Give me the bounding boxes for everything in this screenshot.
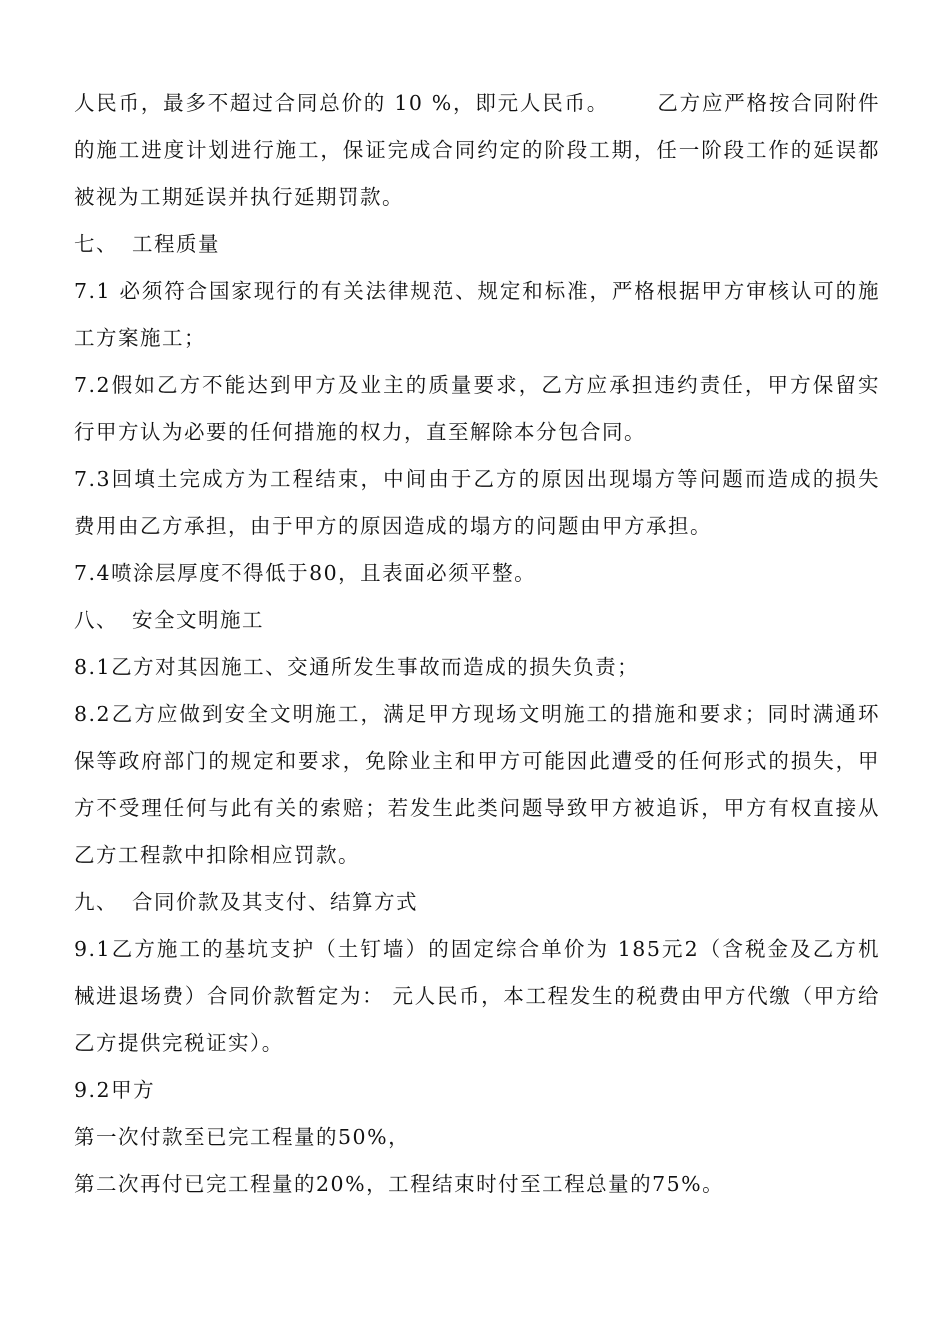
clause-8-2: 8.2乙方应做到安全文明施工，满足甲方现场文明施工的措施和要求；同时满通环保等政府部门的规定和要求，免除业主和甲方可能因此遭受的任何形式的损失，甲方不受理任何与此有关的索赔；若发生此类问题导致甲方被追诉，甲方有权直接从乙方工程款中扣除相应罚款。: [74, 702, 880, 867]
clause-7-3: 7.3回填土完成方为工程结束，中间由于乙方的原因出现塌方等问题而造成的损失费用由乙方承担，由于甲方的原因造成的塌方的问题由甲方承担。: [74, 467, 880, 538]
section-heading-9: [74, 879, 880, 926]
payment-second-installment: 第二次再付已完工程量的20%，工程结束时付至工程总量的75%。: [74, 1172, 725, 1196]
section-title: 安全文明施工: [132, 608, 264, 632]
section-title: 工程质量: [132, 232, 220, 256]
clause-9-1: 9.1乙方施工的基坑支护（土钉墙）的固定综合单价为 185元2（含税金及乙方机械进退场费）合同价款暂定为： 元人民币，本工程发生的税费由甲方代缴（甲方给乙方提供完税证实）。: [74, 937, 880, 1055]
section-number: 八、: [74, 608, 118, 632]
section-heading-7: [74, 221, 880, 268]
section-heading-8: [74, 597, 880, 644]
clause-7-2: 7.2假如乙方不能达到甲方及业主的质量要求，乙方应承担违约责任，甲方保留实行甲方认为必要的任何措施的权力，直至解除本分包合同。: [74, 373, 880, 444]
section-title: 合同价款及其支付、结算方式: [132, 890, 418, 914]
clause-7-4: 7.4喷涂层厚度不得低于80，且表面必须平整。: [74, 561, 537, 585]
section-number: 九、: [74, 890, 118, 914]
clause-7-1: 7.1 必须符合国家现行的有关法律规范、规定和标准，严格根据甲方审核认可的施工方案施工；: [74, 279, 880, 350]
clause-9-2: 9.2甲方: [74, 1078, 156, 1102]
section-number: 七、: [74, 232, 118, 256]
payment-first-installment: 第一次付款至已完工程量的50%，: [74, 1125, 411, 1149]
paragraph-intro: [74, 80, 880, 221]
intro-text-b: 乙方应严格按合同附件的施工进度计划进行施工，保证完成合同约定的阶段工期，任一阶段工作的延误都被视为工期延误并执行延期罚款。: [74, 91, 880, 209]
document-page: [74, 80, 880, 1208]
intro-text-a: 人民币，最多不超过合同总价的 10 %，即元人民币。: [74, 91, 610, 115]
clause-8-1: 8.1乙方对其因施工、交通所发生事故而造成的损失负责；: [74, 655, 640, 679]
